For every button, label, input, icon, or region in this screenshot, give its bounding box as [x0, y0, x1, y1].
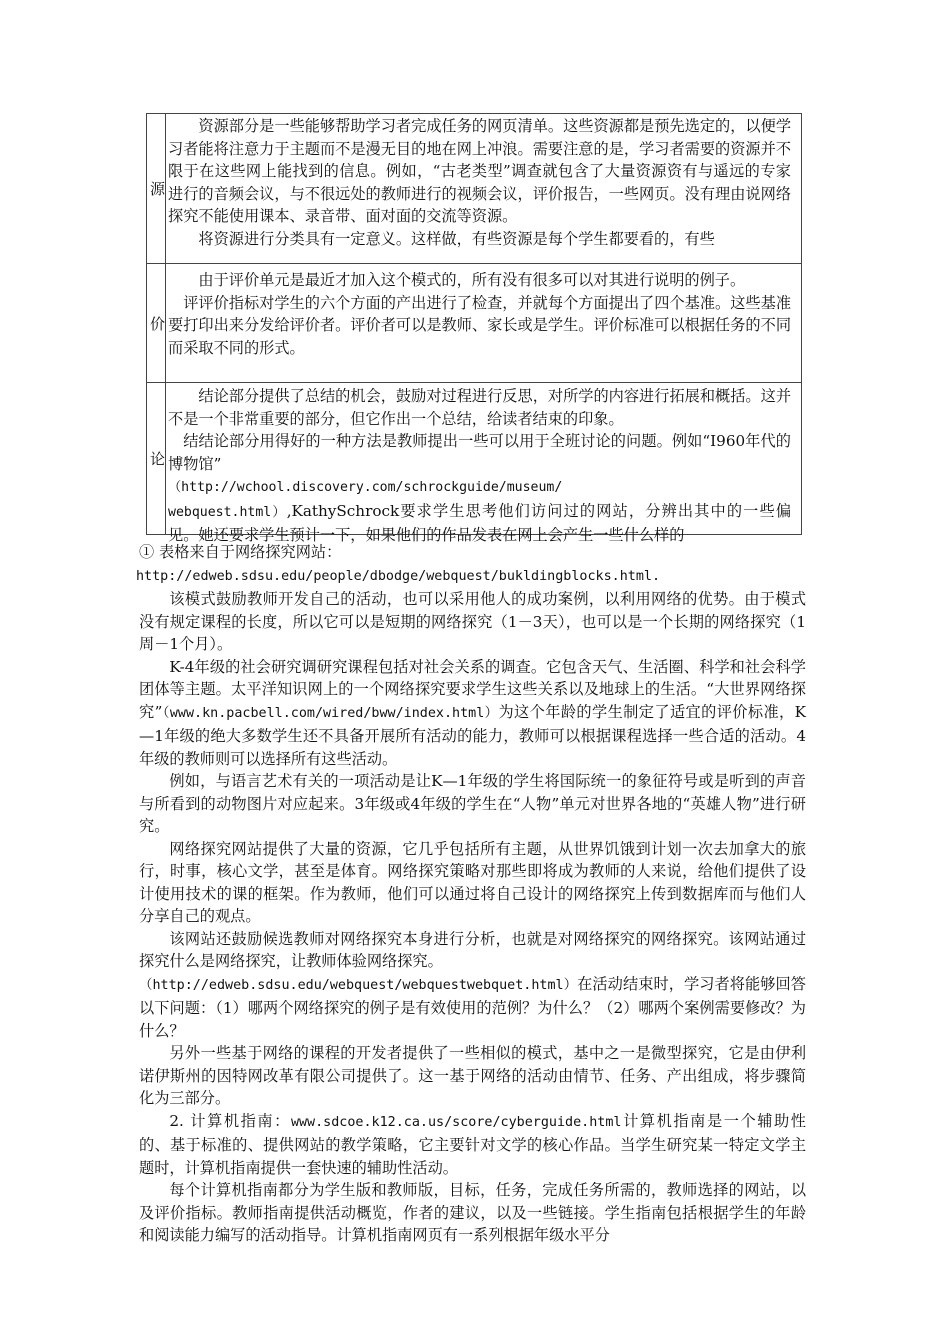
- row-label: 价: [150, 314, 166, 333]
- url-text: （http://edweb.sdsu.edu/webquest/webquestwebquet.html）: [139, 977, 578, 993]
- paragraph: [168, 475, 791, 547]
- row-content-cell: [166, 114, 802, 264]
- paragraph: 资源部分是一些能够帮助学习者完成任务的网页清单。这些资源都是预先选定的，以便学习者能将注意力于主题而不是漫无目的地在网上冲浪。需要注意的是，学习者需要的资源并不限于在这些网上能找到的信息。例如，“古老类型”调查就包含了大量资源资有与遥远的专家进行的音频会议，与不很远处的教师进行的视频会议，评价报告，一些网页。没有理由说网络探究不能使用课本、录音带、面对面的交流等资源。: [168, 117, 791, 225]
- paragraph-text: 在活动结束时，学习者将能够回答以下问题：（1）哪两个网络探究的例子是有效使用的范例？为什么？（2）哪两个案例需要修改？为什么？: [139, 974, 806, 1040]
- paragraph-text: ,KathySchrock要求学生思考他们访问过的网站，分辨出其中的一些偏见。她还要求学生预计一下，如果他们的作品发表在网上会产生一些什么样的: [168, 501, 792, 544]
- paragraph: 结论部分提供了总结的机会，鼓励对过程进行反思，对所学的内容进行拓展和概括。这并不是一个非常重要的部分，但它作出一个总结，给读者结束的印象。: [168, 387, 791, 428]
- paragraph-text: 计算机指南是一个辅助性的、基于标准的、提供网站的教学策略，它主要针对文学的核心作品。当学生研究某一特定文学主题时，计算机指南提供一套快速的辅助性活动。: [139, 1111, 806, 1177]
- body-text: [136, 541, 806, 1247]
- paragraph: 另外一些基于网络的课程的开发者提供了一些相似的模式，基中之一是微型探究，它是由伊利诺伊斯州的因特网改革有限公司提供了。这一基于网络的活动由情节、任务、产出组成，将步骤简化为三部分。: [139, 1044, 806, 1107]
- row-label: 论: [150, 450, 166, 468]
- paragraph: 结结论部分用得好的一种方法是教师提出一些可以用于全班讨论的问题。例如“I960年代的博物馆”: [168, 432, 791, 473]
- paragraph-text: 为这个年龄的学生制定了适宜的评价标准，K—1年级的绝大多数学生还不具备开展所有活动的能力，教师可以根据课程选择一些合适的活动。4年级的教师则可以选择所有这些活动。: [139, 702, 806, 768]
- paragraph-text: K-4年级的社会研究调研究课程包括对社会关系的调查。它包含天气、生活圈、科学和社会科学团体等主题。太平洋知识网上的一个网络探究要求学生这些关系以及地球上的生活。“大世界网络探究”: [139, 657, 806, 721]
- footnote-url: [136, 564, 806, 589]
- paragraph: 网络探究网站提供了大量的资源，它几乎包括所有主题，从世界饥饿到计划一次去加拿大的旅行，时事，核心文学，甚至是体育。网络探究策略对那些即将成为教师的人来说，给他们提供了设计使用技术的课的框架。作为教师，他们可以通过将自己设计的网络探究上传到数据库而与他们人分享自己的观点。: [139, 839, 806, 925]
- row-content-cell: [166, 264, 802, 383]
- footnote: ① 表格来自于网络探究网站：: [139, 543, 342, 561]
- table-row-evaluation: [147, 264, 802, 383]
- url-text: www.sdcoe.k12.ca.us/score/cyberguide.html: [290, 1114, 622, 1130]
- row-label-cell: [147, 114, 166, 264]
- url-text: （www.kn.pacbell.com/wired/bww/index.html）: [162, 705, 499, 721]
- paragraph: [139, 656, 806, 771]
- paragraph: 由于评价单元是最近才加入这个模式的，所有没有很多可以对其进行说明的例子。: [198, 271, 746, 289]
- table-row-conclusion: [147, 383, 802, 535]
- paragraph-text: 2. 计算机指南：: [169, 1111, 291, 1130]
- paragraph: 将资源进行分类具有一定意义。这样做，有些资源是每个学生都要看的，有些: [198, 229, 715, 248]
- row-label-cell: [147, 383, 166, 535]
- url-text: webquest.html）: [168, 504, 287, 520]
- row-label-cell: [147, 264, 166, 383]
- paragraph: [139, 973, 806, 1043]
- table-row-resources: [147, 114, 802, 264]
- paragraph: 评评价指标对学生的六个方面的产出进行了检查，并就每个方面提出了四个基准。这些基准要打印出来分发给评价者。评价者可以是教师、家长或是学生。评价标准可以根据任务的不同而采取不同的形式。: [168, 293, 791, 357]
- url-text: （http://wchool.discovery.com/schrockguide/museum/: [168, 480, 563, 495]
- row-content-cell: [166, 383, 802, 544]
- webquest-components-table: [146, 113, 802, 544]
- url-text: http://edweb.sdsu.edu/people/dbodge/webquest/bukldingblocks.html.: [136, 568, 661, 584]
- paragraph: 每个计算机指南都分为学生版和教师版，目标，任务，完成任务所需的，教师选择的网站，以及评价指标。教师指南提供活动概览，作者的建议，以及一些链接。学生指南包括根据学生的年龄和阅读能力编写的活动指导。计算机指南网页有一系列根据年级水平分: [139, 1181, 806, 1244]
- paragraph: 该模式鼓励教师开发自己的活动，也可以采用他人的成功案例，以利用网络的优势。由于模式没有规定课程的长度，所以它可以是短期的网络探究（1－3天），也可以是一个长期的网络探究（1周－1个月）。: [139, 590, 806, 653]
- paragraph: [139, 1110, 806, 1180]
- row-label: 源: [150, 180, 166, 198]
- paragraph: 例如，与语言艺术有关的一项活动是让K—1年级的学生将国际统一的象征符号或是听到的声音与所看到的动物图片对应起来。3年级或4年级的学生在“人物”单元对世界各地的“英雄人物”进行研究。: [139, 772, 806, 835]
- paragraph: 该网站还鼓励候选教师对网络探究本身进行分析，也就是对网络探究的网络探究。该网站通过探究什么是网络探究，让教师体验网络探究。: [139, 929, 806, 970]
